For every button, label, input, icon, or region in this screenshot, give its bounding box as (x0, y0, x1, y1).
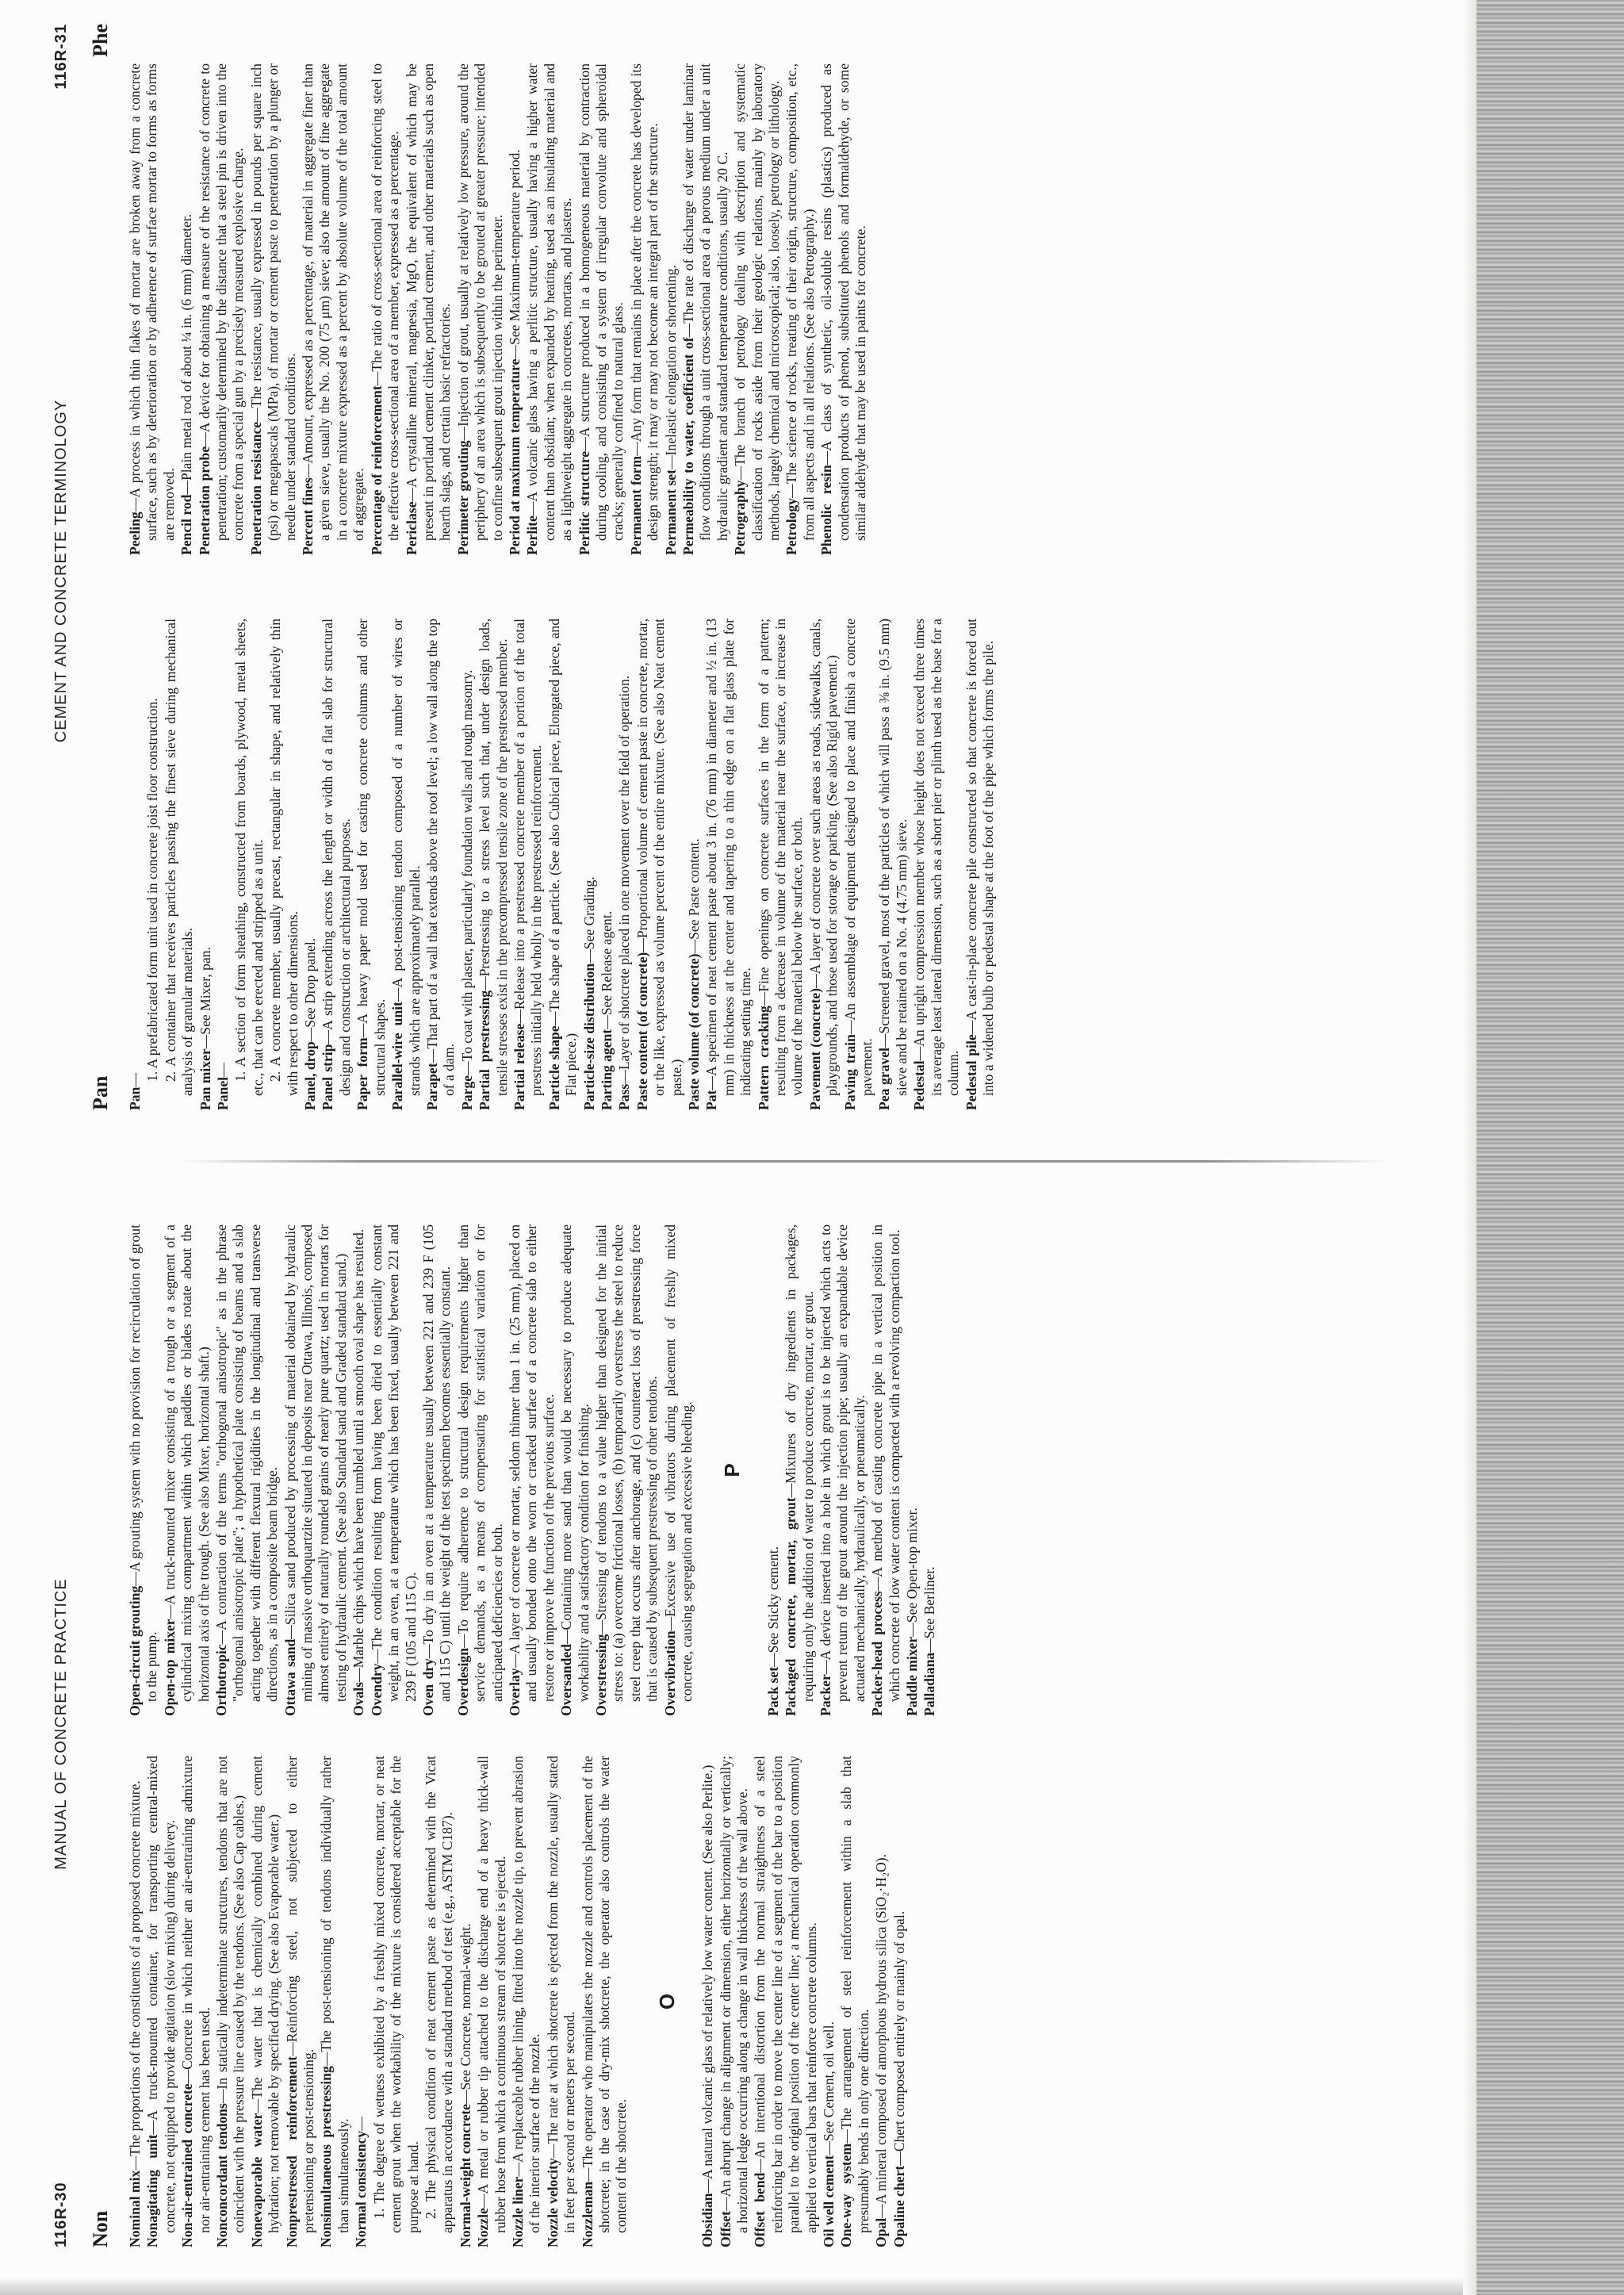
entry-term: Palladiana (921, 1652, 938, 1716)
entry-definition: —A structure produced in a homogeneous material by contraction during cooling, and consisting of a system of irregular convolute and spheroidal cracks; generally confined to natural glass. (576, 63, 626, 541)
glossary-entry (197, 619, 214, 1110)
entry-definition: —An upright compression member whose height does not exceed three times its average least lateral dimension, such as a short pier or plinth used as the base for a column. (911, 619, 962, 1096)
entry-definition: —Fine openings on concrete surfaces in the form of a pattern; resulting from a decrease in volume of the material near the surface, or increase in volume of the material below the surface, or both. (755, 619, 806, 1096)
entry-term: Panel (215, 1076, 232, 1110)
glossary-entry (369, 63, 403, 555)
entry-term: Orthotropic (213, 1644, 230, 1716)
entry-definition: —That part of a wall that extends above the roof level; a low wall along the top of a dam. (423, 619, 458, 1096)
entry-definition: —Stressing of tendons to a value higher than designed for the initial stress to: (a) overcome frictional losses, (b) temporarily overstress the steel to reduce steel creep that occurs after anchorage, and (c) counteract loss of prestressing force that is caused by subsequent prestressing of other tendons. (592, 1224, 661, 1702)
right-column-2 (127, 63, 870, 555)
entry-term: Peeling (127, 511, 143, 555)
entry-definition: —Concrete in which neither an air-entraining admixture nor air-entraining cement has been used. (179, 1756, 213, 2233)
entry-definition: —A mineral composed of amorphous hydrous silica (SiO₂·H₂O). (873, 1853, 890, 2218)
entry-term: Partial release (511, 1023, 527, 1110)
glossary-entry (507, 1224, 557, 1716)
right-column-1 (127, 619, 998, 1110)
entry-definition: —A strip extending across the length or width of a flat slab for structural design and construction or architectural purposes. (320, 619, 353, 1096)
entry-term: Offset bend (752, 2172, 768, 2247)
right-guide-word-right: Phe (89, 24, 112, 57)
entry-definition: —The arrangement of steel reinforcement within a slab that presumably bends in only one direction. (838, 1756, 871, 2233)
entry-term: Phenolic resin (818, 465, 835, 555)
left-column-1 (127, 1756, 909, 2247)
entry-definition: —Inelastic elongation or shortening. (662, 265, 679, 470)
glossary-entry (963, 619, 998, 1110)
scan-edge-fade (1463, 0, 1477, 2295)
entry-term: Nozzle liner (509, 2176, 526, 2247)
left-column-2 (127, 1224, 940, 1716)
entry-definition: —The ratio of cross-sectional area of reinforcing steel to the effective cross-sectional area of a member, expressed as a percentage. (368, 63, 402, 541)
entry-definition: —A post-tensioning tendon composed of a number of wires or strands which are approximately parallel. (389, 619, 423, 1096)
glossary-entry (818, 63, 869, 555)
entry-definition: —To dry in an oven at a temperature usually between 221 and 239 F (105 and 115 C) until the weight of the test specimen becomes essentially constant. (419, 1224, 454, 1702)
entry-term: Panel, drop (302, 1041, 319, 1110)
entry-definition: —Mixtures of dry ingredients in packages, requiring only the addition of water to produce concrete, mortar, or grout. (783, 1224, 816, 1702)
entry-definition: —See Release agent. (598, 910, 615, 1029)
glossary-entry (818, 1224, 868, 1716)
entry-definition: — (353, 2117, 370, 2131)
definition-sense: 2. A concrete member, usually precast, rectangular in shape, and relatively thin with respect to other dimensions. (267, 619, 301, 1096)
entry-definition: —Screened gravel, most of the particles of which will pass a ⅜ in. (9.5 mm) sieve and be retained on a No. 4 (4.75 mm) sieve. (876, 618, 910, 1096)
scan-bottom-shadow (0, 2278, 1477, 2295)
entry-definition: —The resistance, usually expressed in pounds per square inch (psi) or megapascals (MPa), of mortar or cement paste to penetration by a plunger or needle under standard conditions. (247, 63, 298, 541)
glossary-entry (353, 1756, 370, 2247)
glossary-entry (876, 619, 910, 1110)
entry-term: Normal-weight concrete (457, 2104, 473, 2247)
entry-definition: —An intentional distortion from the normal straightness of a steel reinforcing bar in order to move the center line of a segment of the bar to a position parallel to the original position of the center line; a mechanical operation commonly applied to vertical bars that reinforce concrete columns. (752, 1756, 819, 2233)
entry-term: Pass (616, 1083, 633, 1110)
glossary-entry (842, 619, 876, 1110)
glossary-entry (302, 619, 319, 1110)
entry-definition: —A contraction of the terms "orthogonal anisotropic" as in the phrase "orthogonal anisotropic plate"; a hypothetical plate consisting of beams and a slab acting together with different flexural rigidities in the longitudinal and transverse directions, as in a composite beam bridge. (213, 1224, 281, 1702)
entry-definition: —A grouting system with no provision for recirculation of grout to the pump. (127, 1224, 160, 1702)
entry-term: Nonconcordant tendons (214, 2103, 231, 2247)
entry-term: Nozzleman (579, 2181, 596, 2247)
entry-term: Pencil rod (178, 494, 195, 555)
glossary-entry (300, 63, 368, 555)
definition-sense: 1. A section of form sheathing, constructed from boards, plywood, metal sheets, etc., that can be erected and stripped as a unit. (232, 619, 266, 1096)
entry-term: Petrography (732, 480, 749, 555)
entry-term: Opal (873, 2217, 890, 2247)
glossary-entry (389, 619, 423, 1110)
entry-term: Paste volume (of concrete) (686, 953, 702, 1110)
glossary-entry (127, 63, 178, 555)
entry-definition: —A process in which thin flakes of mortar are broken away from a concrete surface, such as by deterioration or by adherence of surface mortar to forms as forms are removed. (127, 63, 177, 541)
entry-term: Percentage of reinforcement (368, 385, 385, 555)
glossary-entry (558, 1224, 592, 1716)
glossary-entry (354, 619, 389, 1110)
entry-definition: —The science of rocks, treating of their origin, structure, composition, etc., from all aspects and in all relations. (See also Petrography.) (783, 63, 817, 541)
entry-definition: —A device inserted into a hole in which grout is to be injected which acts to prevent return of the grout around the injection pipe; usually an expandable device actuated mechanically, hydraulically, or pneumatically. (818, 1224, 868, 1702)
entry-term: Paste content (of concrete) (634, 952, 650, 1110)
entry-definition: —The operator who manipulates the nozzle and controls placement of the shotcrete; in the case of dry-mix shotcrete, the operator also controls the water content of the shotcrete. (579, 1756, 630, 2233)
entry-definition: —A volcanic glass having a perlitic structure, usually having a higher water content than obsidian; when expanded by heating, used as an insulating material and as a lightweight aggregate in concretes, mortars, and plasters. (524, 63, 575, 541)
glossary-entry (214, 1756, 248, 2247)
glossary-entry (282, 1224, 350, 1716)
glossary-entry (350, 1224, 367, 1716)
glossary-entry (783, 1224, 817, 1716)
glossary-entry (838, 1756, 872, 2247)
definition-sense: 2. A container that receives particles passing the finest sieve during mechanical analysis of granular materials. (162, 619, 196, 1096)
glossary-entry (369, 1224, 419, 1716)
entry-definition: —To require adherence to structural design requirements higher than service demands, as a means of compensating for statistical variation or for anticipated deficiencies or both. (454, 1224, 505, 1702)
entry-term: Ovals (350, 1681, 367, 1716)
glossary-entry (593, 1224, 661, 1716)
glossary-entry (921, 1224, 938, 1716)
entry-definition: —See Cement, oil well. (821, 2021, 837, 2155)
entry-term: Oven dry (419, 1658, 436, 1716)
entry-term: Opaline chert (891, 2165, 907, 2247)
glossary-entry (320, 619, 354, 1110)
entry-definition: —An assemblage of equipment designed to place and finish a concrete pavement. (841, 619, 875, 1096)
entry-definition: —The water that is chemically combined during cement hydration; not removable by specified drying. (See also Evaporable water.) (248, 1756, 282, 2233)
entry-term: Pattern cracking (755, 1006, 772, 1110)
glossary-entry (197, 63, 247, 555)
entry-definition: — (127, 1073, 143, 1087)
glossary-entry (546, 619, 580, 1110)
entry-definition: —Any form that remains in place after the concrete has developed its design strength; it may or may not become an integral part of the structure. (627, 63, 661, 541)
entry-definition: —A natural volcanic glass of relatively low water content. (See also Perlite.) (699, 1764, 716, 2193)
glossary-entry (783, 63, 818, 555)
entry-definition: —Release into a prestressed concrete member of a portion of the total prestress initially held wholly in the prestressed reinforcement. (511, 619, 545, 1096)
glossary-entry (873, 1756, 890, 2247)
entry-definition: —Amount, expressed as a percentage, of material in aggregate finer than a given sieve, usually the No. 200 (75 μm) sieve; also the amount of fine aggregate in a concrete mixture expressed as a percent by absolute volume of the total amount of aggregate. (300, 63, 367, 541)
glossary-entry (703, 619, 754, 1110)
entry-definition: —A method of casting concrete pipe in a vertical position in which concrete of low water content is compacted with a revolving compaction tool. (869, 1224, 902, 1702)
entry-term: Pat (703, 1090, 720, 1110)
glossary-entry (821, 1756, 837, 2247)
entry-term: Overvibration (661, 1630, 678, 1716)
entry-term: Permanent set (662, 469, 679, 555)
glossary-entry (904, 1224, 921, 1716)
left-folio: 116R-30 (52, 2182, 70, 2247)
glossary-entry (869, 1224, 903, 1716)
entry-term: Pedestal pile (963, 1034, 979, 1110)
entry-term: Pan (127, 1086, 143, 1110)
glossary-entry (718, 1756, 752, 2247)
entry-definition: —See Paste content. (686, 838, 702, 954)
entry-definition: —A truck-mounted container, for transporting central-mixed concrete, not equipped to provide agitation (slow mixing) during delivery. (144, 1756, 178, 2233)
glossary-entry (404, 63, 454, 555)
entry-definition: —Reinforcing steel, not subjected to either pretensioning or post-tensioning. (283, 1756, 317, 2233)
glossary-entry (127, 1756, 144, 2247)
glossary-entry (580, 1756, 630, 2247)
entry-term: Particle shape (546, 1025, 562, 1110)
entry-definition: —Prestressing to a stress level such that, under design loads, tensile stresses exist in the precompressed tensile zone of the prestressed member. (477, 619, 510, 1096)
glossary-entry (662, 1224, 696, 1716)
glossary-entry (475, 1756, 509, 2247)
glossary-entry (524, 63, 575, 555)
entry-term: Ovendry (368, 1663, 385, 1716)
entry-term: Paving train (841, 1034, 858, 1110)
entry-term: Panel strip (320, 1044, 336, 1110)
entry-term: Oversanded (558, 1644, 575, 1716)
entry-term: Pedestal (911, 1060, 928, 1110)
entry-definition: —Excessive use of vibrators during placement of freshly mixed concrete, causing segregation and excessive bleeding. (661, 1224, 695, 1702)
section-letter: P (720, 1463, 745, 1477)
entry-term: Perlitic structure (576, 450, 592, 555)
entry-term: Permeability to water, coefficient of (680, 337, 696, 555)
entry-definition: —The shape of a particle. (See also Cubical piece, Elongated piece, and Flat piece.) (546, 618, 580, 1096)
entry-definition: —Silica sand produced by processing of material obtained by hydraulic mining of massive orthoquartzite situated in deposits near Ottawa, Illinois, composed almost entirely of naturally rounded grains of nearly pure quartz; used in mortars for testing of hydraulic cement. (See also Standard sand and Graded standard sand.) (282, 1224, 349, 1702)
entry-definition: —Plain metal rod of about ¼ in. (6 mm) diameter. (178, 213, 195, 495)
entry-term: Paddle mixer (904, 1636, 921, 1716)
entry-definition: —See Concrete, normal-weight. (457, 1923, 473, 2105)
entry-term: Percent fines (300, 477, 316, 555)
glossary-entry (127, 619, 144, 1110)
entry-term: Parallel-wire unit (389, 1002, 406, 1110)
glossary-entry (127, 1224, 161, 1716)
entry-term: Parting agent (598, 1029, 615, 1110)
entry-term: Pack set (764, 1666, 781, 1716)
entry-definition: — (215, 1063, 232, 1077)
glossary-entry (249, 1756, 283, 2247)
entry-definition: —The rate of discharge of water under laminar flow conditions through a unit cross-sectional area of a porous medium under a unit hydraulic gradient and standard temperature conditions, usually 20 C. (680, 63, 730, 541)
entry-term: Pavement (concrete) (806, 988, 823, 1110)
glossary-entry (459, 619, 476, 1110)
entry-definition: —The post-tensioning of tendons individually rather than simultaneously. (318, 1756, 351, 2233)
right-page (0, 0, 1477, 1142)
glossary-entry (616, 619, 633, 1110)
entry-definition: —A replaceable rubber lining, fitted into the nozzle tip, to prevent abrasion of the interior surface of the nozzle. (509, 1756, 543, 2233)
entry-definition: —See Sticky cement. (764, 1546, 781, 1667)
entry-definition: —A heavy paper mold used for casting concrete columns and other structural shapes. (354, 618, 388, 1096)
entry-term: Petrology (783, 498, 800, 555)
entry-term: Periclase (403, 501, 419, 555)
entry-term: Offset (717, 2211, 733, 2247)
glossary-entry (807, 619, 841, 1110)
entry-term: Overstressing (592, 1634, 609, 1716)
left-guide-word: Non (89, 2210, 112, 2247)
entry-term: Overdesign (454, 1647, 471, 1716)
entry-term: Penetration probe (196, 446, 213, 555)
left-page (0, 1153, 1477, 2295)
definition-sense: 2. The physical condition of neat cement paste as determined with the Vicat apparatus in accordance with a standard method of test (e.g., ASTM C187). (422, 1756, 456, 2233)
entry-definition: —A layer of concrete over such areas as roads, sidewalks, canals, playgrounds, and those used for storage or parking. (See also Rigid pavement.) (806, 618, 841, 1096)
entry-definition: —A metal or rubber tip attached to the discharge end of a heavy thick-wall rubber hose from which a continuous stream of shotcrete is ejected. (475, 1756, 508, 2233)
glossary-entry (581, 619, 598, 1110)
glossary-entry (545, 1756, 579, 2247)
entry-definition: —To coat with plaster, particularly foundation walls and rough masonry. (458, 669, 475, 1076)
entry-definition: —A class of synthetic, oil-soluble resins (plastics) produced as condensation products of phenol, substituted phenols and formaldehyde, or some similar aldehyde that may be used in paints for concrete. (818, 63, 869, 541)
entry-definition: —The condition resulting from having been dried to essentially constant weight, in an oven, at a temperature which has been fixed, usually between 221 and 239 F (105 and 115 C). (368, 1224, 419, 1702)
glossary-entry (686, 619, 703, 1110)
glossary-entry (178, 63, 195, 555)
glossary-entry (911, 619, 962, 1110)
entry-definition: —A truck-mounted mixer consisting of a trough or a segment of a cylindrical mixing compartment within which paddles or blades rotate about the horizontal axis of the trough. (See also Mixer, horizontal shaft.) (161, 1224, 212, 1702)
entry-term: Period at maximum temperature (506, 358, 523, 555)
definition-sense: 1. A prefabricated form unit used in concrete joist floor construction. (144, 698, 161, 1082)
entry-definition: —Proportional volume of cement paste in concrete, mortar, or the like, expressed as volume percent of the entire mixture. (See also Neat cement paste.) (634, 618, 684, 1096)
glossary-entry (455, 63, 506, 555)
entry-term: Non-air-entrained concrete (179, 2083, 196, 2247)
entry-definition: —A specimen of neat cement paste about 3 in. (76 mm) in diameter and ½ in. (13 mm) in thickness at the center and tapering to a thin edge on a flat glass plate for indicating setting time. (703, 619, 754, 1096)
right-folio: 116R-31 (52, 24, 70, 90)
entry-term: One-way system (838, 2143, 855, 2247)
entry-term: Open-top mixer (161, 1619, 178, 1716)
left-running-title: MANUAL OF CONCRETE PRACTICE (52, 1578, 70, 1870)
glossary-entry (510, 1756, 544, 2247)
entry-definition: —Marble chips which have been tumbled until a smooth oval shape has resulted. (350, 1228, 367, 1682)
glossary-entry (248, 63, 299, 555)
entry-term: Penetration resistance (247, 421, 264, 555)
entry-definition: —Layer of shotcrete placed in one movement over the field of operation. (616, 675, 633, 1084)
definition-sense: 1. The degree of wetness exhibited by a freshly mixed concrete, mortar, or neat cement grout when the workability of the mixture is considered acceptable for the purpose at hand. (370, 1756, 421, 2233)
entry-term: Nonagitating unit (144, 2134, 161, 2247)
entry-definition: —The proportions of the constituents of a proposed concrete mixture. (127, 1780, 143, 2170)
glossary-entry (576, 63, 627, 555)
glossary-entry (663, 63, 680, 555)
entry-term: Perlite (524, 515, 541, 555)
entry-definition: —See Drop panel. (302, 937, 319, 1042)
entry-term: Paper form (354, 1037, 371, 1110)
entry-definition: —A cast-in-place concrete pile constructed so that concrete is forced out into a widened bulb or pedestal shape at the foot of the pipe which forms the pile. (963, 618, 996, 1096)
glossary-entry (179, 1756, 213, 2247)
entry-definition: —The rate at which shotcrete is ejected from the nozzle, usually stated in feet per second or meters per second. (544, 1756, 578, 2233)
glossary-entry (732, 63, 783, 555)
glossary-entry (144, 1756, 178, 2247)
entry-definition: —An abrupt change in alignment or dimension, either horizontally or vertically; a horizontal ledge occurring along a change in wall thickness of the wall above. (717, 1756, 750, 2233)
glossary-entry (680, 63, 731, 555)
right-running-head (52, 0, 76, 1142)
entry-definition: —A device for obtaining a measure of the resistance of concrete to penetration; customarily determined by the distance that a steel pin is driven into the concrete from a special gun by a precisely measured explosive charge. (196, 63, 247, 541)
glossary-entry (213, 1224, 282, 1716)
entry-term: Nozzle velocity (544, 2158, 561, 2247)
glossary-entry (424, 619, 458, 1110)
glossary-entry (699, 1756, 716, 2247)
entry-definition: —See Open-top mixer. (904, 1508, 921, 1637)
entry-term: Nominal mix (127, 2170, 143, 2247)
entry-definition: —In statically indeterminate structures, tendons that are not coincident with the pressure line caused by the tendons. (See also Cap cables.) (214, 1756, 247, 2233)
entry-term: Oil well cement (821, 2155, 837, 2247)
right-guide-word-left: Pan (89, 1075, 112, 1110)
page-gutter (182, 1160, 1388, 1163)
entry-term: Pea gravel (876, 1048, 893, 1110)
glossary-entry (455, 1224, 506, 1716)
glossary-entry (752, 1756, 820, 2247)
entry-term: Packer (818, 1674, 834, 1716)
entry-definition: —Containing more sand than would be necessary to produce adequate workability and a satisfactory condition for finishing. (558, 1224, 592, 1702)
entry-term: Normal consistency (353, 2130, 370, 2247)
left-running-head (52, 1153, 76, 2295)
glossary-entry (318, 1756, 352, 2247)
glossary-entry (162, 1224, 213, 1716)
entry-definition: —See Maximum-temperature period. (506, 149, 523, 359)
glossary-entry (507, 63, 523, 555)
entry-term: Pan mixer (197, 1048, 213, 1110)
section-letter: O (654, 1993, 679, 2010)
entry-definition: —A crystalline mineral, magnesia, MgO, the equivalent of which may be present in portland cement clinker, portland cement, and other materials such as open hearth slags, and certain basic refractories. (403, 63, 454, 541)
entry-term: Nonevaporable water (248, 2113, 265, 2247)
entry-term: Particle-size distribution (580, 963, 597, 1110)
glossary-entry (511, 619, 546, 1110)
glossary-entry (634, 619, 685, 1110)
entry-term: Overlay (506, 1668, 523, 1716)
glossary-entry (477, 619, 511, 1110)
entry-definition: —See Berliner. (921, 1566, 938, 1653)
entry-definition: —See Grading. (580, 876, 597, 964)
entry-term: Perimeter grouting (454, 440, 471, 555)
entry-term: Ottawa sand (282, 1638, 298, 1716)
entry-term: Parge (458, 1075, 475, 1110)
entry-term: Partial prestressing (477, 990, 493, 1110)
entry-definition: —A layer of concrete or mortar, seldom thinner than 1 in. (25 mm), placed on and usually bonded onto the worn or cracked surface of a concrete slab to either restore or improve the function of the previous surface. (506, 1224, 557, 1702)
entry-term: Parapet (423, 1063, 440, 1110)
entry-term: Obsidian (699, 2193, 716, 2247)
glossary-entry (891, 1756, 908, 2247)
entry-term: Nozzle (475, 2208, 492, 2247)
entry-term: Open-circuit grouting (127, 1585, 143, 1716)
entry-term: Nonprestressed reinforcement (283, 2056, 300, 2247)
entry-term: Packer-head process (869, 1591, 886, 1716)
glossary-entry (215, 619, 232, 1110)
glossary-entry (756, 619, 806, 1110)
glossary-entry (420, 1224, 454, 1716)
glossary-entry (458, 1756, 474, 2247)
glossary-entry (599, 619, 615, 1110)
glossary-entry (628, 63, 662, 555)
glossary-entry (284, 1756, 318, 2247)
entry-term: Permanent form (627, 455, 644, 555)
entry-definition: —Chert composed entirely or mainly of opal. (891, 1910, 907, 2166)
entry-term: Packaged concrete, mortar, grout (783, 1497, 799, 1716)
entry-term: Nonsimultaneous prestressing (318, 2066, 335, 2247)
right-running-title: CEMENT AND CONCRETE TERMINOLOGY (52, 399, 70, 743)
entry-definition: —The branch of petrology dealing with description and systematic classification of rocks aside from their geologic relations, mainly by laboratory methods, largely chemical and microscopical; also, loosely, petrology or lithology. (732, 63, 783, 541)
scanner-edge-strip (1477, 0, 1624, 2295)
entry-definition: —See Mixer, pan. (197, 947, 213, 1049)
glossary-entry (765, 1224, 782, 1716)
entry-definition: —Injection of grout, usually at relatively low pressure, around the periphery of an area which is subsequently to be grouted at greater pressure; intended to confine subsequent grout injection within the perimeter. (454, 63, 505, 541)
